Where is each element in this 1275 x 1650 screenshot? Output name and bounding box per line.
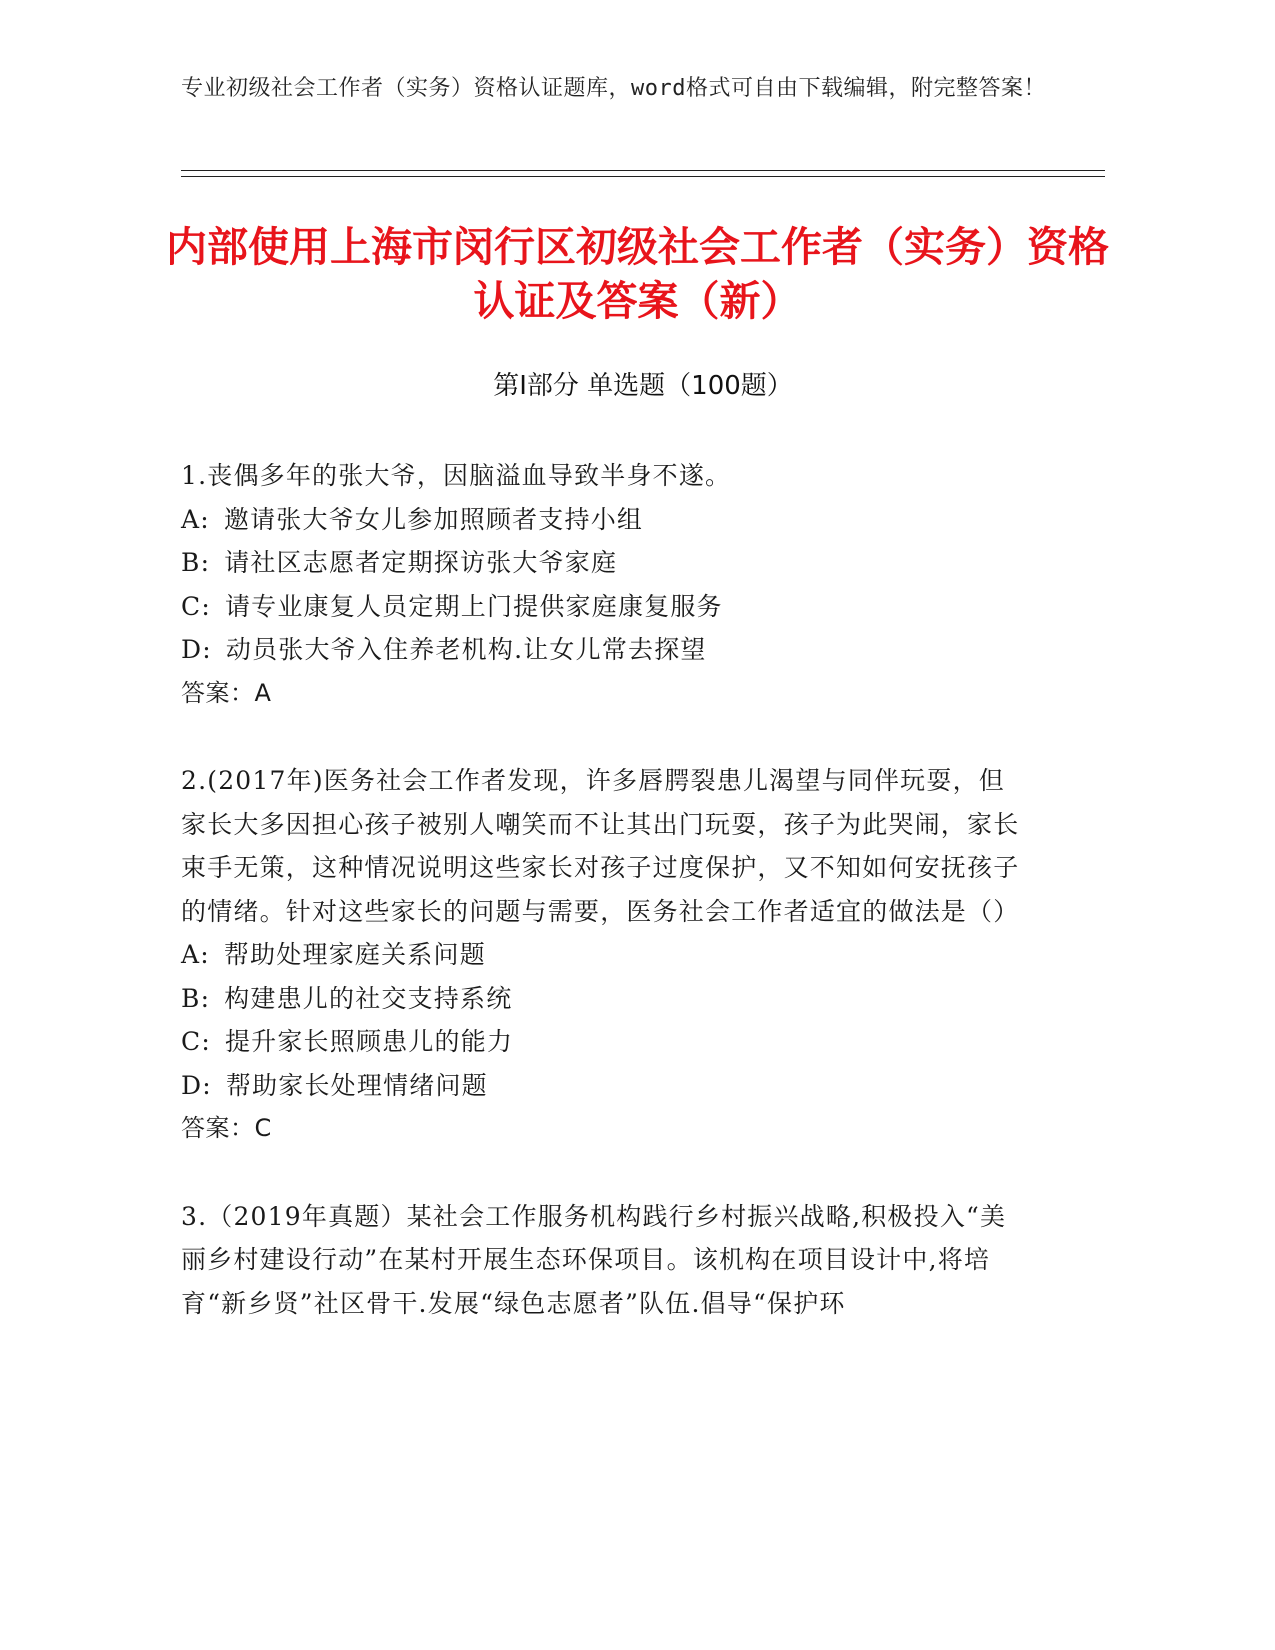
header-divider-top [181, 170, 1105, 171]
option-key: D: [181, 635, 212, 664]
option-key: B: [181, 983, 211, 1013]
option-c [181, 585, 1031, 629]
question-1 [181, 454, 1031, 715]
option-a [181, 933, 1031, 977]
option-key: C: [181, 1027, 211, 1056]
option-d [181, 1064, 1031, 1108]
question-stem: 1.丧偶多年的张大爷，因脑溢血导致半身不遂。 [181, 461, 732, 490]
option-text: 提升家长照顾患儿的能力 [224, 1027, 514, 1056]
option-c [181, 1020, 1031, 1064]
option-text: 帮助处理家庭关系问题 [223, 940, 486, 969]
header-divider-bottom [181, 176, 1105, 177]
option-text: 邀请张大爷女儿参加照顾者支持小组 [223, 504, 644, 534]
option-text: 帮助家长处理情绪问题 [225, 1070, 488, 1100]
option-key: A: [181, 940, 210, 969]
option-b [181, 977, 1031, 1021]
answer: 答案：C [181, 1114, 272, 1142]
question-3 [181, 1195, 1031, 1326]
option-key: B: [181, 548, 211, 577]
option-key: A: [181, 504, 210, 534]
option-key: C: [181, 591, 211, 621]
option-d [181, 628, 1031, 672]
answer: 答案：A [181, 678, 272, 707]
question-list [181, 454, 1031, 1369]
section-title: 第I部分 单选题（100题） [493, 371, 793, 401]
document-title: 内部使用上海市闵行区初级社会工作者（实务）资格认证及答案（新） [166, 223, 1109, 325]
header-note: 专业初级社会工作者（实务）资格认证题库，word格式可自由下载编辑，附完整答案！ [181, 76, 1046, 101]
question-stem: 3.（2019年真题）某社会工作服务机构践行乡村振兴战略,积极投入“美丽乡村建设行动”在某村开展生态环保项目。该机构在项目设计中,将培育“新乡贤”社区骨干.发展“绿色志愿者”队伍.倡导“保护环 [181, 1201, 1007, 1318]
option-text: 请专业康复人员定期上门提供家庭康复服务 [224, 591, 723, 621]
option-text: 构建患儿的社交支持系统 [224, 983, 513, 1013]
question-stem: 2.(2017年)医务社会工作者发现，许多唇腭裂患儿渴望与同伴玩耍，但家长大多因担心孩子被别人嘲笑而不让其出门玩耍，孩子为此哭闹，家长束手无策，这种情况说明这些家长对孩子过度保护，又不知如何安抚孩子的情绪。针对这些家长的问题与需要，医务社会工作者适宜的做法是（） [181, 766, 1020, 926]
option-b [181, 541, 1031, 585]
option-a [181, 498, 1031, 542]
question-2 [181, 759, 1031, 1151]
option-key: D: [181, 1070, 212, 1100]
option-text: 请社区志愿者定期探访张大爷家庭 [224, 548, 618, 577]
option-text: 动员张大爷入住养老机构.让女儿常去探望 [225, 635, 707, 664]
